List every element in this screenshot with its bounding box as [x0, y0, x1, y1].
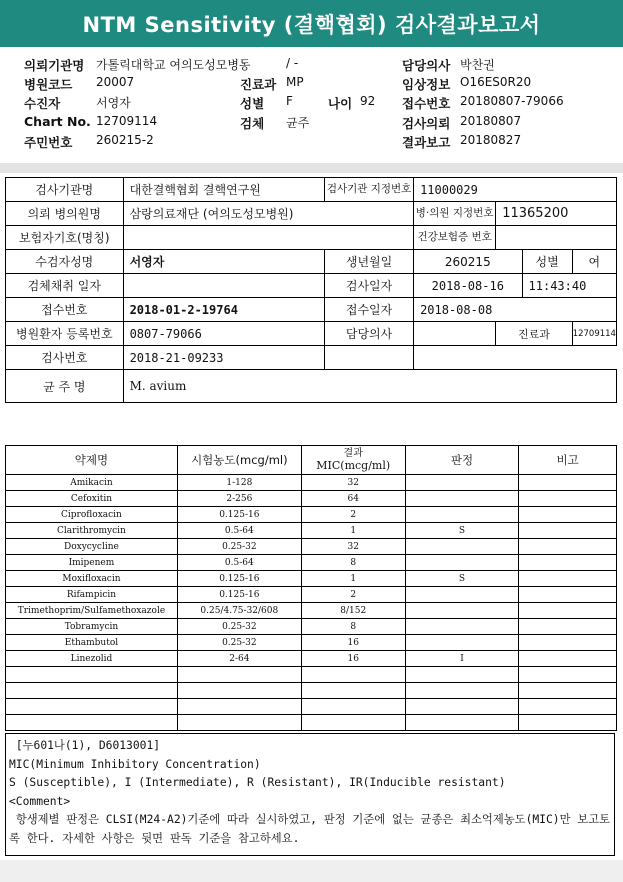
interp-cell: [405, 603, 519, 619]
remark-cell: [519, 603, 617, 619]
reg-label: 병원환자 등록번호: [6, 322, 124, 346]
code-label: 병원코드: [24, 77, 73, 92]
table-row: [6, 571, 617, 587]
conc-cell: 0.5-64: [177, 523, 301, 539]
accession-label: 접수번호: [6, 298, 124, 322]
drug-cell: [6, 683, 178, 699]
mic-cell: 32: [301, 475, 405, 491]
drug-cell: Trimethoprim/Sulfamethoxazole: [6, 603, 178, 619]
accession-value: 2018-01-2-19764: [123, 298, 324, 322]
conc-cell: 0.5-64: [177, 555, 301, 571]
drug-cell: [6, 667, 178, 683]
mic-cell: 16: [301, 635, 405, 651]
specimen-label: 검체: [240, 116, 265, 131]
age-value: 92: [360, 94, 376, 108]
accession-date-label: 접수일자: [325, 298, 414, 322]
remark-cell: [519, 555, 617, 571]
mic-cell: 32: [301, 539, 405, 555]
interp-cell: [405, 635, 519, 651]
patient-label: 수진자: [24, 96, 61, 111]
report-header: [0, 52, 623, 160]
health-card-value: [496, 226, 617, 250]
conc-cell: 0.25-32: [177, 539, 301, 555]
drug-cell: Ciprofloxacin: [6, 507, 178, 523]
conc-cell: 2-256: [177, 491, 301, 507]
mic-cell: 2: [301, 507, 405, 523]
collect-value: [123, 274, 324, 298]
drug-cell: Moxifloxacin: [6, 571, 178, 587]
notes-line1: [누601나(1), D6013001]: [9, 739, 161, 752]
mic-cell: 16: [301, 651, 405, 667]
table-row: [6, 619, 617, 635]
name-label: 수검자성명: [6, 250, 124, 274]
conc-cell: 2-64: [177, 651, 301, 667]
organism-label: 균 주 명: [6, 370, 124, 403]
mic-cell: 64: [301, 491, 405, 507]
conc-cell: 0.25-32: [177, 619, 301, 635]
info-sex-label: 성별: [522, 250, 572, 274]
report-date-label: 결과보고: [402, 135, 451, 150]
table-row: [6, 539, 617, 555]
notes-line2: MIC(Minimum Inhibitory Concentration): [9, 757, 261, 771]
notes-line3: S (Susceptible), I (Intermediate), R (Resistant), IR(Inducible resistant): [9, 776, 506, 789]
drug-cell: Ethambutol: [6, 635, 178, 651]
mic-cell: [301, 699, 405, 715]
accession-date-value: 2018-08-08: [414, 298, 617, 322]
doctor-label: 담당의사: [402, 58, 451, 73]
health-card-label: 건강보험증 번호: [414, 226, 496, 250]
interp-cell: [405, 587, 519, 603]
table-row: [6, 603, 617, 619]
interp-cell: [405, 555, 519, 571]
drug-cell: Cefoxitin: [6, 491, 178, 507]
drug-header: 약제명: [6, 446, 178, 475]
interp-cell: [405, 539, 519, 555]
drug-cell: Amikacin: [6, 475, 178, 491]
remark-cell: [519, 683, 617, 699]
remark-cell: [519, 715, 617, 731]
hospital-value: 가톨릭대학교 여의도성모병동: [96, 58, 251, 72]
interp-cell: [405, 619, 519, 635]
interp-cell: S: [405, 571, 519, 587]
table-row: [6, 699, 617, 715]
conc-cell: 1-128: [177, 475, 301, 491]
collect-label: 검체채취 일자: [6, 274, 124, 298]
notes-line5: 항생제별 판정은 CLSI(M24-A2)기준에 따라 실시하였고, 판정 기준에 없는 균종은 최소억제농도(MIC)만 보고토록 한다. 자세한 사항은 뒷면 판독 기준을 참고하세요.: [9, 813, 611, 845]
drug-cell: Tobramycin: [6, 619, 178, 635]
mic-header-line2: MIC(mcg/ml): [316, 459, 391, 472]
conc-cell: 0.25-32: [177, 635, 301, 651]
reg-value: 0807-79066: [123, 322, 324, 346]
result-rows: [6, 475, 617, 731]
remark-cell: [519, 507, 617, 523]
test-date-label: 검사일자: [325, 274, 414, 298]
info-dept-value: 12709114: [572, 322, 616, 346]
table-row: [6, 475, 617, 491]
remark-cell: [519, 571, 617, 587]
remark-cell: [519, 651, 617, 667]
request-label: 검사의뢰: [402, 116, 451, 131]
id-label: 주민번호: [24, 135, 73, 150]
remark-cell: [519, 587, 617, 603]
separator-band: [0, 163, 623, 173]
mic-cell: [301, 683, 405, 699]
conc-cell: [177, 715, 301, 731]
insurance-label: 보험자기호(명칭): [6, 226, 124, 250]
lab-name-label: 검사기관명: [6, 178, 124, 202]
test-time-value: 11:43:40: [522, 274, 616, 298]
req-hosp-value: 삼랑의료재단 (여의도성모병원): [123, 202, 414, 226]
report-title: NTM Sensitivity (결핵협회) 검사결과보고서: [0, 0, 623, 47]
interp-header: 판정: [405, 446, 519, 475]
lab-desig-label: 검사기관 지정번호: [325, 178, 414, 202]
interp-cell: [405, 475, 519, 491]
patient-info-table: [5, 177, 617, 403]
notes-line4: <Comment>: [9, 794, 71, 808]
insurance-value: [123, 226, 414, 250]
chart-value: 12709114: [96, 114, 158, 128]
specimen-value: 균주: [286, 116, 310, 130]
interp-cell: [405, 699, 519, 715]
drug-cell: [6, 699, 178, 715]
report-notes: [5, 733, 615, 856]
remark-cell: [519, 523, 617, 539]
clinical-value: O16ES0R20: [460, 75, 532, 89]
drug-cell: Imipenem: [6, 555, 178, 571]
remark-cell: [519, 667, 617, 683]
hosp-desig-label: 병·의원 지정번호: [414, 202, 496, 226]
footer-band: [0, 860, 623, 882]
dept-label: 진료과: [240, 77, 277, 92]
interp-cell: [405, 715, 519, 731]
remark-cell: [519, 635, 617, 651]
test-no-label: 검사번호: [6, 346, 124, 370]
birth-label: 생년월일: [325, 250, 414, 274]
drug-cell: Rifampicin: [6, 587, 178, 603]
interp-cell: [405, 491, 519, 507]
organism-value: M. avium: [123, 370, 616, 403]
test-no-value: 2018-21-09233: [123, 346, 324, 370]
table-row: [6, 507, 617, 523]
id-value: 260215-2: [96, 133, 154, 147]
remark-header: 비고: [519, 446, 617, 475]
remark-cell: [519, 699, 617, 715]
mic-header-line1: 결과: [343, 448, 363, 459]
mic-cell: 8: [301, 555, 405, 571]
receipt-value: 20180807-79066: [460, 94, 564, 108]
remark-cell: [519, 475, 617, 491]
sex-label: 성별: [240, 96, 265, 111]
interp-cell: I: [405, 651, 519, 667]
conc-cell: 0.125-16: [177, 507, 301, 523]
lab-desig-value: 11000029: [414, 178, 617, 202]
mic-cell: [301, 667, 405, 683]
drug-cell: Doxycycline: [6, 539, 178, 555]
blank-cell: [325, 346, 414, 370]
drug-cell: Linezolid: [6, 651, 178, 667]
table-row: [6, 635, 617, 651]
name-value: 서영자: [123, 250, 324, 274]
blank-cell: [414, 346, 617, 370]
hosp-desig-value: 11365200: [496, 202, 617, 226]
info-dept-label: 진료과: [496, 322, 572, 346]
info-doctor-value: [414, 322, 496, 346]
request-value: 20180807: [460, 114, 522, 128]
mic-cell: 1: [301, 523, 405, 539]
table-row: [6, 491, 617, 507]
mic-cell: 8/152: [301, 603, 405, 619]
table-row: [6, 683, 617, 699]
hospital-label: 의뢰기관명: [24, 58, 85, 73]
interp-cell: S: [405, 523, 519, 539]
info-sex-value: 여: [572, 250, 616, 274]
table-row: [6, 523, 617, 539]
mic-cell: 8: [301, 619, 405, 635]
receipt-label: 접수번호: [402, 96, 451, 111]
interp-cell: [405, 667, 519, 683]
drug-cell: Clarithromycin: [6, 523, 178, 539]
table-row: [6, 587, 617, 603]
remark-cell: [519, 539, 617, 555]
code-value: 20007: [96, 75, 135, 89]
table-row: [6, 667, 617, 683]
conc-cell: [177, 667, 301, 683]
remark-cell: [519, 491, 617, 507]
age-label: 나이: [328, 96, 353, 111]
birth-value: 260215: [414, 250, 522, 274]
doctor-value: 박찬권: [460, 58, 495, 72]
table-row: [6, 651, 617, 667]
mic-cell: 1: [301, 571, 405, 587]
conc-cell: [177, 699, 301, 715]
table-row: [6, 555, 617, 571]
remark-cell: [519, 619, 617, 635]
conc-header: 시험농도(mcg/ml): [177, 446, 301, 475]
interp-cell: [405, 683, 519, 699]
mic-cell: [301, 715, 405, 731]
test-date-value: 2018-08-16: [414, 274, 522, 298]
report-date-value: 20180827: [460, 133, 522, 147]
clinical-label: 임상정보: [402, 77, 451, 92]
conc-cell: [177, 683, 301, 699]
mic-cell: 2: [301, 587, 405, 603]
drug-cell: [6, 715, 178, 731]
table-row: [6, 715, 617, 731]
sex-value: F: [286, 94, 293, 108]
chart-label: Chart No.: [24, 114, 91, 129]
conc-cell: 0.25/4.75-32/608: [177, 603, 301, 619]
dept-value: MP: [286, 75, 304, 89]
sensitivity-results-table: [5, 445, 617, 731]
lab-name-value: 대한결핵협회 결핵연구원: [123, 178, 324, 202]
info-doctor-label: 담당의사: [325, 322, 414, 346]
patient-value: 서영자: [96, 96, 131, 110]
conc-cell: 0.125-16: [177, 587, 301, 603]
req-hosp-label: 의뢰 병의원명: [6, 202, 124, 226]
mic-header: [301, 446, 405, 475]
conc-cell: 0.125-16: [177, 571, 301, 587]
interp-cell: [405, 507, 519, 523]
ward-value: / -: [286, 56, 299, 70]
